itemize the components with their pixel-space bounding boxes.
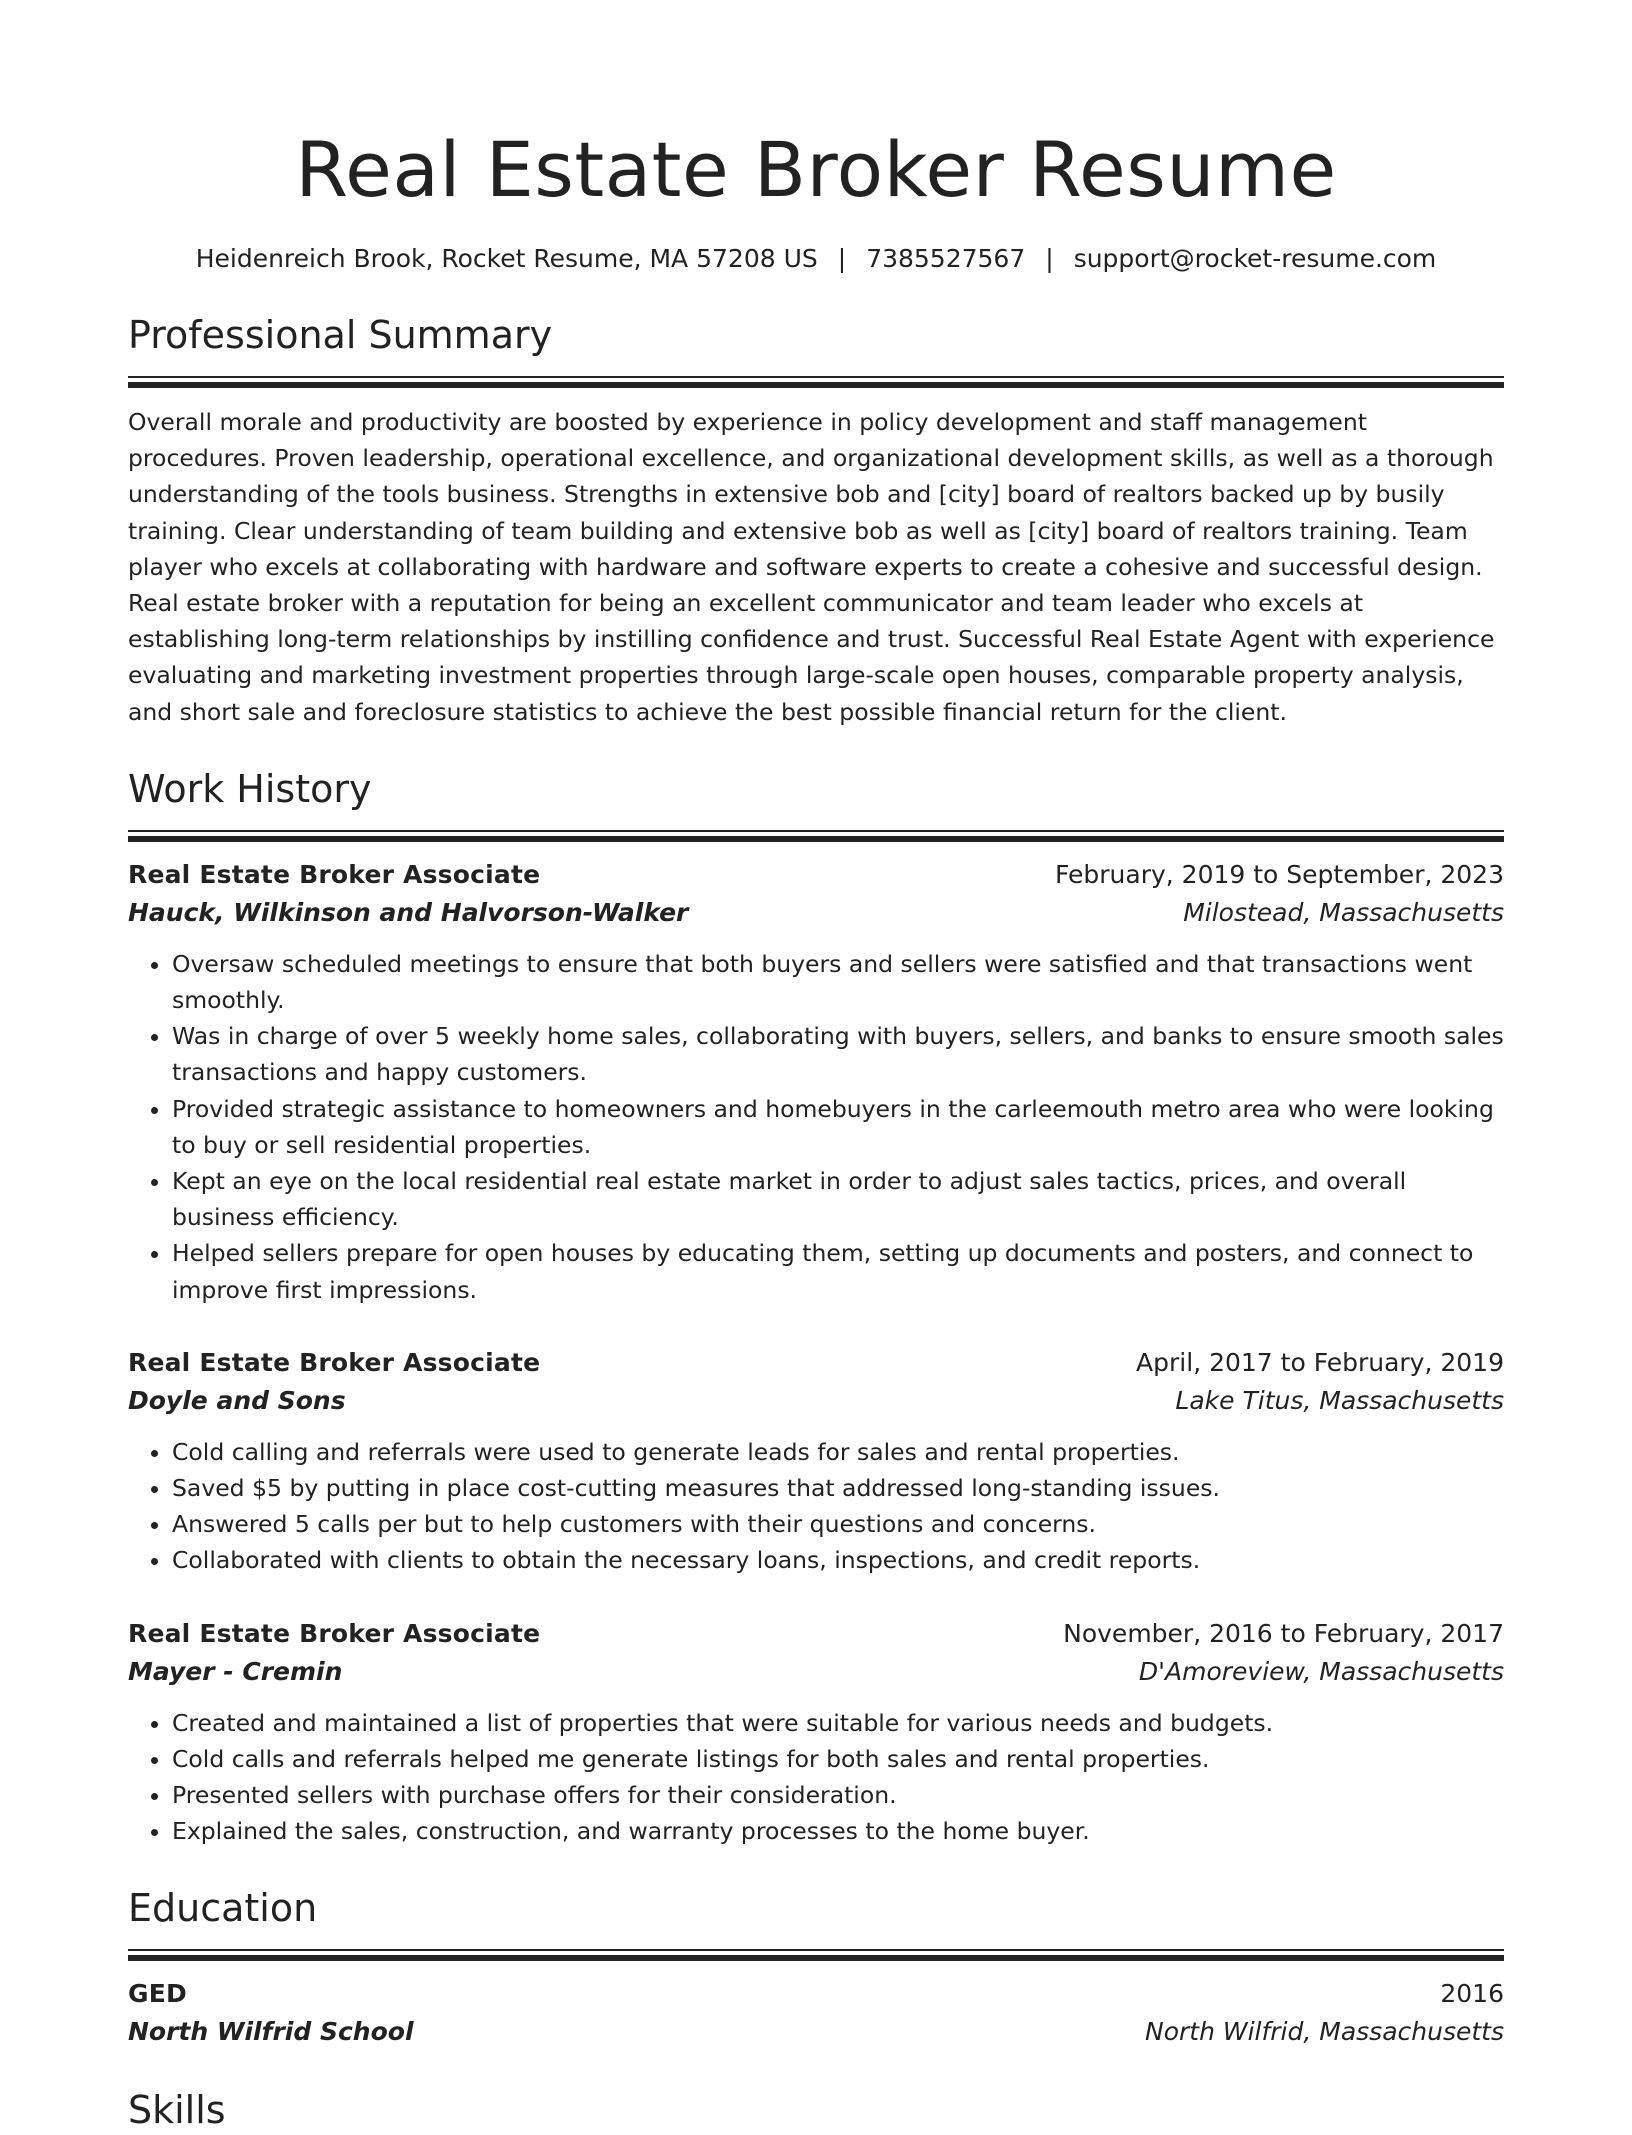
section-title-work-history: Work History xyxy=(128,766,372,811)
job-company: Mayer - Cremin xyxy=(128,1656,343,1686)
job-dates: February, 2019 to September, 2023 xyxy=(1055,859,1504,889)
list-item: • Cold calls and referrals helped me generate listings for both sales and rental properties. xyxy=(172,1741,1504,1777)
job-company: Hauck, Wilkinson and Halvorson-Walker xyxy=(128,897,689,927)
education-location: North Wilfrid, Massachusetts xyxy=(1145,2017,1504,2047)
list-item: • Cold calling and referrals were used to generate leads for sales and rental properties. xyxy=(172,1434,1504,1470)
contact-separator: | xyxy=(1045,244,1054,273)
job-dates: April, 2017 to February, 2019 xyxy=(1136,1347,1504,1377)
list-item: • Answered 5 calls per but to help customers with their questions and concerns. xyxy=(172,1506,1504,1542)
job-bullets xyxy=(128,946,1504,1308)
section-divider xyxy=(128,830,1504,840)
contact-line xyxy=(128,242,1504,276)
list-item: • Saved $5 by putting in place cost-cutting measures that addressed long-standing issues. xyxy=(172,1470,1504,1506)
education-year: 2016 xyxy=(1440,1979,1504,2009)
job-title: Real Estate Broker Associate xyxy=(128,1347,541,1377)
job-entry xyxy=(128,856,1504,1308)
job-location: Lake Titus, Massachusetts xyxy=(1175,1385,1504,1415)
skills-section xyxy=(128,2085,1504,2135)
job-title: Real Estate Broker Associate xyxy=(128,859,541,889)
section-divider xyxy=(128,376,1504,386)
work-history-section xyxy=(128,764,1504,1850)
section-title-skills: Skills xyxy=(128,2088,226,2133)
list-item: • Collaborated with clients to obtain the necessary loans, inspections, and credit reports. xyxy=(172,1542,1504,1578)
resume-title: Real Estate Broker Resume xyxy=(295,125,1337,214)
job-dates: November, 2016 to February, 2017 xyxy=(1063,1618,1504,1648)
job-entry xyxy=(128,1344,1504,1579)
list-item: • Explained the sales, construction, and warranty processes to the home buyer. xyxy=(172,1813,1504,1849)
summary-text: Overall morale and productivity are boosted by experience in policy development and staff management procedures. Proven leadership, operational excellence, and organizational development skills, as well as a thorough understanding of the tools business. Strengths in extensive bob and [city] board of realtors backed up by busily training. Clear understanding of team building and extensive bob as well as [city] board of realtors training. Team player who excels at collaborating with hardware and software experts to create a cohesive and successful design. Real estate broker with a reputation for being an excellent communicator and team leader who excels at establishing long-term relationships by instilling confidence and trust. Successful Real Estate Agent with experience evaluating and marketing investment properties through large-scale open houses, comparable property analysis, and short sale and foreclosure statistics to achieve the best possible financial return for the client. xyxy=(128,408,1495,726)
list-item: • Was in charge of over 5 weekly home sales, collaborating with buyers, sellers, and banks to ensure smooth sales transactions and happy customers. xyxy=(172,1018,1504,1090)
section-divider xyxy=(128,1949,1504,1959)
job-company: Doyle and Sons xyxy=(128,1385,346,1415)
list-item: • Presented sellers with purchase offers for their consideration. xyxy=(172,1777,1504,1813)
list-item: • Oversaw scheduled meetings to ensure that both buyers and sellers were satisfied and that transactions went smoothly. xyxy=(172,946,1504,1018)
job-entry xyxy=(128,1615,1504,1850)
education-section xyxy=(128,1883,1504,2051)
section-title-summary: Professional Summary xyxy=(128,313,553,357)
job-title: Real Estate Broker Associate xyxy=(128,1618,541,1648)
list-item: • Created and maintained a list of properties that were suitable for various needs and budgets. xyxy=(172,1705,1504,1741)
list-item: • Kept an eye on the local residential real estate market in order to adjust sales tactics, prices, and overall business efficiency. xyxy=(172,1163,1504,1235)
list-item: • Helped sellers prepare for open houses by educating them, setting up documents and posters, and connect to improve first impressions. xyxy=(172,1235,1504,1307)
education-school: North Wilfrid School xyxy=(128,2017,414,2047)
job-location: D'Amoreview, Massachusetts xyxy=(1138,1656,1504,1686)
contact-separator: | xyxy=(837,244,847,273)
job-bullets xyxy=(128,1705,1504,1850)
education-degree: GED xyxy=(128,1979,187,2009)
job-bullets xyxy=(128,1434,1504,1579)
summary-section xyxy=(128,310,1504,730)
job-location: Milostead, Massachusetts xyxy=(1183,897,1504,927)
list-item: • Provided strategic assistance to homeowners and homebuyers in the carleemouth metro area who were looking to buy or sell residential properties. xyxy=(172,1091,1504,1163)
contact-email: support@rocket-resume.com xyxy=(1073,244,1437,273)
contact-phone: 7385527567 xyxy=(866,244,1026,273)
section-title-education: Education xyxy=(128,1886,318,1931)
contact-address: Heidenreich Brook, Rocket Resume, MA 57208 US xyxy=(195,244,818,273)
education-entry xyxy=(128,1975,1504,2051)
